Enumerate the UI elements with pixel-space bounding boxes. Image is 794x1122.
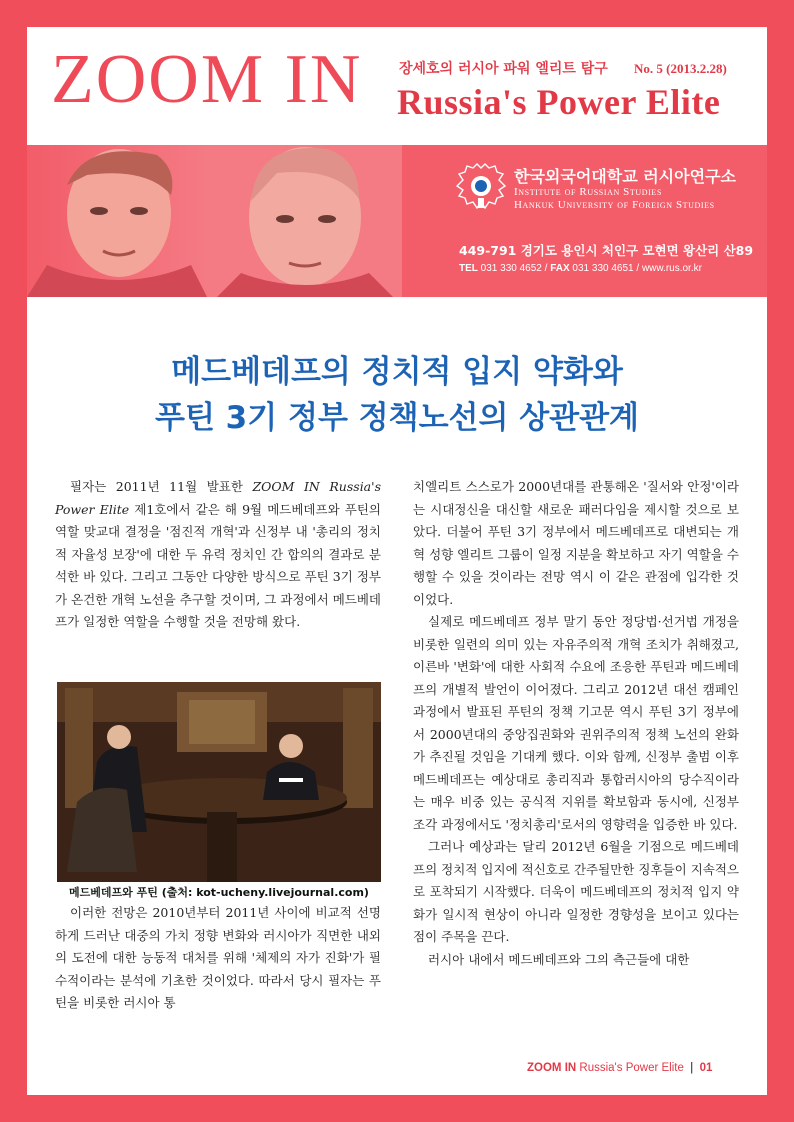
page [27, 27, 767, 1095]
university-name-en: Hankuk University of Foreign Studies [514, 199, 715, 211]
tel-label: TEL [459, 263, 478, 274]
article-title [27, 349, 767, 441]
paragraph-1 [55, 476, 381, 634]
fax-label: FAX [550, 263, 570, 274]
series-title: 장세호의 러시아 파워 엘리트 탐구 [399, 61, 608, 77]
issue-number: No. 5 (2013.2.28) [634, 61, 727, 76]
body-column-left-top [55, 476, 381, 634]
paragraph-4: 그러나 예상과는 달리 2012년 6월을 기점으로 메드베데프의 정치적 입지에 적신호로 간주될만한 징후들이 지속적으로 포착되기 시작했다. 더욱이 메드베데프의 정치적 입지 약화가 일시적 현상이 아니라 일정한 경향성을 보이고 있다는 점이 주목을 끈다. [413, 839, 739, 944]
fax-number: 031 330 4651 [572, 263, 634, 274]
body-column-left-bottom [55, 902, 381, 1015]
paragraph-1-lead: 필자는 2011년 11월 발표한 [70, 479, 253, 494]
photo-caption: 메드베데프와 푸틴 (출처: kot-ucheny.livejournal.com) [69, 886, 369, 899]
title-line-1: 메드베데프의 정치적 입지 약화와 [171, 354, 623, 390]
paragraph-5: 러시아 내에서 메드베데프와 그의 측근들에 대한 [428, 951, 690, 967]
footer-subtitle: Russia's Power Elite [579, 1062, 684, 1074]
paragraph-2-continued: 치엘리트 스스로가 2000년대를 관통해온 '질서와 안정'이라는 시대정신을 대신할 새로운 패러다임을 제시할 것으로 보았다. 더불어 푸틴 3기 정부에서 메드베데프로 대변되는 개혁 성향 엘리트 그룹이 일정 지분을 확보하고 자기 역할을 수행할 수 있을 것이라는 전망 역시 이 같은 관점에 입각한 것이었다. [413, 479, 739, 607]
page-footer [527, 1062, 712, 1074]
newsletter-subtitle: Russia's Power Elite [397, 82, 721, 122]
paragraph-2: 이러한 전망은 2010년부터 2011년 사이에 비교적 선명하게 드러난 대중의 가치 정향 변화와 러시아가 직면한 내외의 도전에 대한 능동적 대처를 위해 '체제의 자가 진화'가 필수적이라는 분석에 기초한 것이었다. 따라서 당시 필자는 푸틴을 비롯한 러시아 통 [55, 905, 381, 1010]
tel-number: 031 330 4652 [480, 263, 542, 274]
masthead [27, 27, 767, 145]
brand-title: ZOOM IN [51, 41, 363, 118]
footer-brand: ZOOM IN [527, 1062, 577, 1074]
website-link[interactable]: www.rus.or.kr [641, 263, 702, 274]
page-number: 01 [699, 1062, 713, 1074]
meeting-photo [57, 682, 381, 882]
institute-name-kr: 한국외국어대학교 러시아연구소 [514, 167, 736, 186]
contact-line: TEL 031 330 4652 / FAX 031 330 4651 / www.rus.or.kr [459, 263, 702, 274]
institute-name-en: Institute of Russian Studies [514, 186, 662, 198]
footer-separator: | [690, 1062, 694, 1074]
publication-title: ZOOM IN Russia's Power Elite [55, 479, 381, 517]
paragraph-3: 실제로 메드베데프 정부 말기 동안 정당법·선거법 개정을 비롯한 일련의 의미 있는 자유주의적 개혁 조치가 취해졌고, 이른바 '변화'에 대한 사회적 수요에 조응한 푸틴과 메드베데프의 개별적 발언이 이어졌다. 그리고 2012년 대선 캠페인 과정에서 발표된 푸틴의 정책 기고문 역시 푸틴 3기 정부에서 2000년대의 중앙집권화와 권위주의적 정책 노선의 완화가 추진될 것임을 기대케 했다. 이와 함께, 신정부 출범 이후 메드베데프는 예상대로 총리직과 통합러시아의 당수직이라는 매우 비중 있는 공식적 지위를 확보함과 동시에, 신정부 조각 과정에서도 '정치총리'로서의 영향력을 입증한 바 있다. [413, 614, 739, 832]
portrait-medvedev [27, 145, 207, 297]
institute-emblem-icon [455, 162, 507, 214]
paragraph-1-rest: 제1호에서 같은 해 9월 메드베데프와 푸틴의 역할 맞교대 결정을 '점진적 개혁'과 신정부 내 '총리의 정치적 자율성 보장'에 대한 두 유력 정치인 간 합의의 결과로 분석한 바 있다. 그리고 그동안 다양한 방식으로 푸틴 3기 정부가 온건한 개혁 노선을 추구할 것이며, 그 과정에서 메드베데프가 일정한 역할을 수행할 것을 전망해 왔다. [55, 501, 381, 629]
institute-address: 449-791 경기도 용인시 처인구 모현면 왕산리 산89 [459, 243, 754, 258]
portrait-putin [207, 145, 402, 297]
body-column-right [413, 476, 739, 971]
banner [27, 145, 767, 297]
title-line-2: 푸틴 3기 정부 정책노선의 상관관계 [155, 400, 639, 436]
